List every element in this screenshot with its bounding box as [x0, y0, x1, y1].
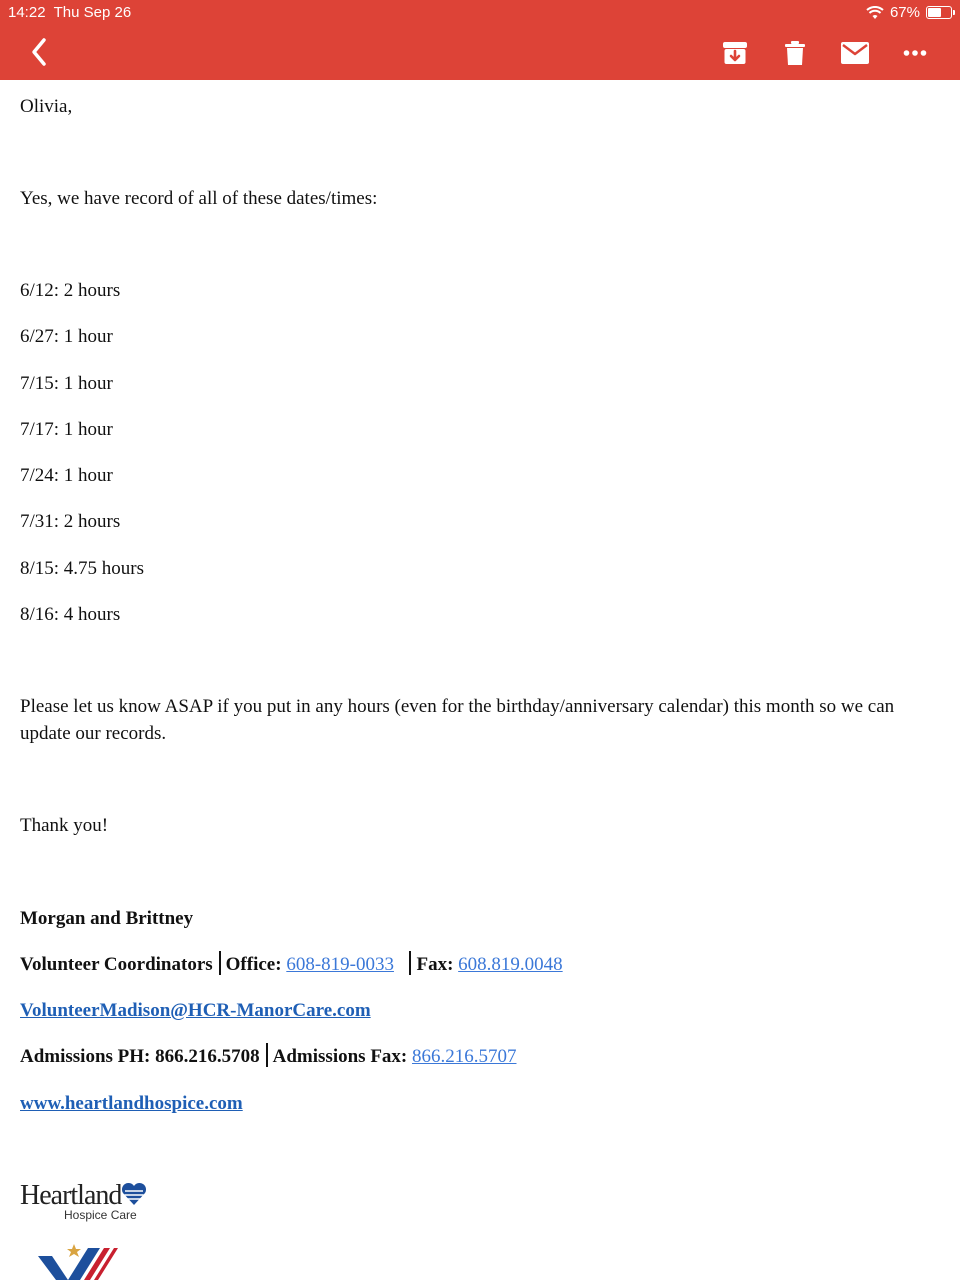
hours-entry: 8/15: 4.75 hours [20, 558, 145, 579]
archive-button[interactable] [717, 36, 753, 70]
status-date: Thu Sep 26 [53, 4, 132, 21]
status-time-date [8, 4, 131, 21]
fax-link[interactable]: 608.819.0048 [458, 954, 563, 975]
hours-entry: 8/16: 4 hours [20, 604, 121, 625]
thanks-text: Thank you! [20, 815, 109, 836]
hours-entry: 7/24: 1 hour [20, 465, 113, 486]
signature-role: Volunteer Coordinators [20, 954, 213, 975]
battery-percent: 67% [889, 4, 920, 21]
status-right [866, 4, 952, 21]
request-text: Please let us know ASAP if you put in any hours (even for the birthday/anniversary calendar) this month so we can update our records. [20, 696, 895, 744]
battery-icon [926, 6, 952, 19]
hours-entry: 6/12: 2 hours [20, 280, 121, 301]
signature-contact-line [20, 951, 563, 978]
trash-icon [784, 40, 806, 66]
signature-names: Morgan and Brittney [20, 908, 194, 929]
status-time: 14:22 [8, 4, 46, 21]
signature-website-line [20, 1090, 243, 1117]
hours-entry: 7/15: 1 hour [20, 373, 113, 394]
office-label: Office: [225, 954, 282, 975]
greeting: Olivia, [20, 96, 73, 117]
heart-icon [121, 1182, 147, 1206]
signature-email-line [20, 997, 371, 1024]
fax-label: Fax: [416, 954, 454, 975]
logo-subtitle: Hospice Care [64, 1208, 137, 1222]
website-link[interactable]: www.heartlandhospice.com [20, 1093, 243, 1114]
office-phone-link[interactable]: 608-819-0033 [286, 954, 394, 975]
email-header-bar [0, 0, 960, 80]
hours-entry: 6/27: 1 hour [20, 326, 113, 347]
hours-entry: 7/31: 2 hours [20, 511, 121, 532]
mail-icon [841, 42, 869, 64]
heartland-logo [20, 1180, 147, 1222]
divider [219, 951, 221, 975]
delete-button[interactable] [777, 36, 813, 70]
email-link[interactable]: VolunteerMadison@HCR-ManorCare.com [20, 1000, 371, 1021]
mark-unread-button[interactable] [837, 36, 873, 70]
battery-fill [928, 8, 941, 17]
wifi-icon [866, 6, 884, 20]
more-button[interactable] [897, 36, 933, 70]
divider [409, 951, 411, 975]
divider [266, 1043, 268, 1067]
archive-icon [722, 40, 748, 66]
admissions-label: Admissions PH: 866.216.5708 [20, 1046, 260, 1067]
admissions-fax-label: Admissions Fax: [272, 1046, 408, 1067]
intro-text: Yes, we have record of all of these dates/times: [20, 188, 378, 209]
admissions-fax-link[interactable]: 866.216.5707 [412, 1046, 517, 1067]
more-icon [903, 49, 927, 57]
hours-entry: 7/17: 1 hour [20, 419, 113, 440]
company-emblem-icon [38, 1244, 118, 1280]
back-icon [26, 36, 54, 70]
logo-name: Heartland [20, 1180, 122, 1211]
back-button[interactable] [26, 36, 54, 70]
signature-admissions-line [20, 1043, 517, 1070]
